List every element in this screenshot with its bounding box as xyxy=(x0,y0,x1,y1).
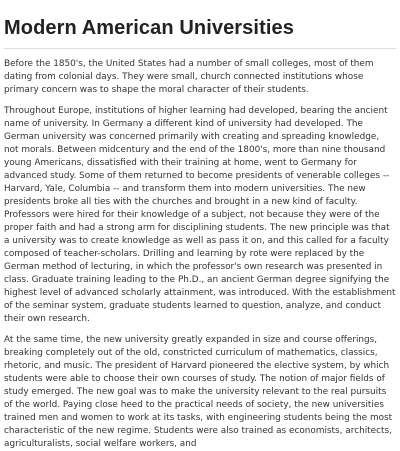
paragraph-1: Before the 1850's, the United States had a number of small colleges, most of them dating from colonial days. They were small, church connected institutions whose primary concern was to shape the moral character of their students. xyxy=(4,59,374,95)
paragraph-3: At the same time, the new university greatly expanded in size and course offerings, breaking completely out of the old, constricted curriculum of mathematics, classics, rhetoric, and music. The president of Harvard pioneered the elective system, by which students were able to choose their own courses of study. The notion of major fields of study emerged. The new goal was to make the university relevant to the real pursuits of the world. Paying close heed to the practical needs of society, the new universities trained men and women to work at its tasks, with engineering students being the most characteristic of the new regime. Students were also trained as economists, architects, agriculturalists, social welfare workers, and xyxy=(4,335,393,449)
article-body xyxy=(4,58,396,451)
page-title: Modern American Universities xyxy=(4,17,294,39)
title-divider xyxy=(4,48,396,49)
paragraph-2: Throughout Europe, institutions of higher learning had developed, bearing the ancient name of university. In Germany a different kind of university had developed. The German university was concerned primarily with creating and spreading knowledge, not morals. Between midcentury and the end of the 1800's, more than nine thousand young Americans, dissatisfied with their training at home, went to Germany for advanced study. Some of them returned to become presidents of venerable colleges -- Harvard, Yale, Columbia -- and transform them into modern universities. The new presidents broke all ties with the churches and brought in a new kind of faculty. Professors were hired for their knowledge of a subject, not because they were of the proper faith and had a strong arm for disciplining students. The new principle was that a university was to create knowledge as well as pass it on, and this called for a faculty composed of teacher-scholars. Drilling and learning by rote were replaced by the German method of lecturing, in which the professor's own research was presented in class. Graduate training leading to the Ph.D., an ancient German degree signifying the highest level of advanced scholarly attainment, was introduced. With the establishment of the seminar system, graduate students learned to question, analyze, and conduct their own research. xyxy=(4,106,396,324)
article-page xyxy=(0,16,400,449)
